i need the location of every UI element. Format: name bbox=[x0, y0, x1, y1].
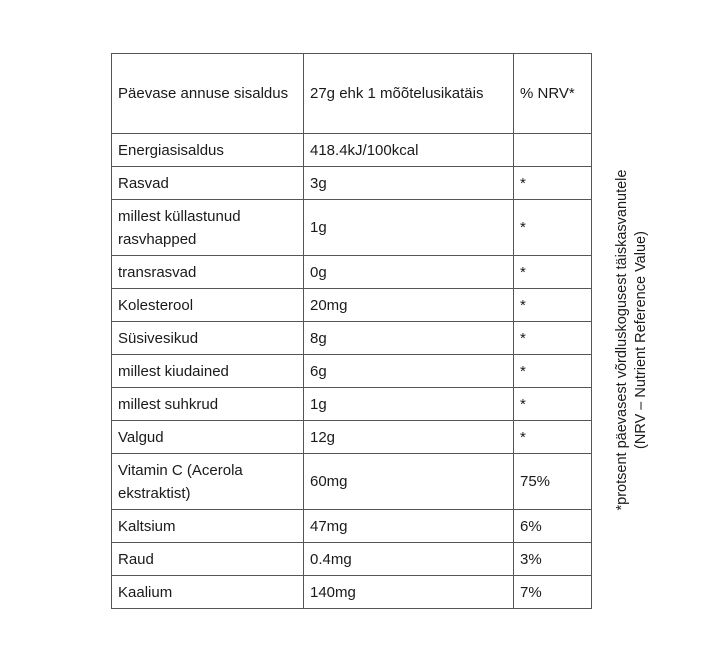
table-row bbox=[112, 576, 592, 609]
table-row bbox=[112, 421, 592, 454]
table-row bbox=[112, 256, 592, 289]
row-nrv: 75% bbox=[514, 454, 592, 510]
row-name: Kolesterool bbox=[112, 289, 304, 322]
row-amount: 0g bbox=[304, 256, 514, 289]
row-name: Kaltsium bbox=[112, 510, 304, 543]
row-nrv: * bbox=[514, 289, 592, 322]
table-row bbox=[112, 134, 592, 167]
footnote-text bbox=[613, 170, 651, 511]
header-daily-dose: Päevase annuse sisaldus bbox=[112, 54, 304, 134]
table-row bbox=[112, 200, 592, 256]
table-row bbox=[112, 510, 592, 543]
row-amount: 8g bbox=[304, 322, 514, 355]
table-row bbox=[112, 322, 592, 355]
table-row bbox=[112, 289, 592, 322]
row-amount: 1g bbox=[304, 388, 514, 421]
row-name: Süsivesikud bbox=[112, 322, 304, 355]
row-amount: 140mg bbox=[304, 576, 514, 609]
row-nrv: 6% bbox=[514, 510, 592, 543]
row-name: Valgud bbox=[112, 421, 304, 454]
row-amount: 0.4mg bbox=[304, 543, 514, 576]
table-row bbox=[112, 167, 592, 200]
row-nrv: * bbox=[514, 421, 592, 454]
row-amount: 47mg bbox=[304, 510, 514, 543]
table-row bbox=[112, 543, 592, 576]
header-nrv: % NRV* bbox=[514, 54, 592, 134]
row-nrv: * bbox=[514, 200, 592, 256]
table-row bbox=[112, 388, 592, 421]
row-name: Vitamin C (Acerola ekstraktist) bbox=[112, 454, 304, 510]
footnote-line-1: *protsent päevasest võrdluskogusest täiskasvanutele bbox=[614, 169, 630, 511]
row-name: millest küllastunud rasvhapped bbox=[112, 200, 304, 256]
row-name: Kaalium bbox=[112, 576, 304, 609]
row-amount: 3g bbox=[304, 167, 514, 200]
table-header-row bbox=[112, 54, 592, 134]
row-amount: 60mg bbox=[304, 454, 514, 510]
row-amount: 12g bbox=[304, 421, 514, 454]
row-nrv: 7% bbox=[514, 576, 592, 609]
footnote bbox=[602, 140, 662, 540]
row-amount: 6g bbox=[304, 355, 514, 388]
row-amount: 418.4kJ/100kcal bbox=[304, 134, 514, 167]
footnote-line-2: (NRV – Nutrient Reference Value) bbox=[633, 231, 649, 449]
row-amount: 20mg bbox=[304, 289, 514, 322]
row-name: transrasvad bbox=[112, 256, 304, 289]
row-amount: 1g bbox=[304, 200, 514, 256]
row-name: Rasvad bbox=[112, 167, 304, 200]
header-serving-size: 27g ehk 1 mõõtelusikatäis bbox=[304, 54, 514, 134]
row-name: millest kiudained bbox=[112, 355, 304, 388]
row-nrv: * bbox=[514, 256, 592, 289]
row-nrv bbox=[514, 134, 592, 167]
row-nrv: * bbox=[514, 355, 592, 388]
table-row bbox=[112, 454, 592, 510]
row-nrv: * bbox=[514, 388, 592, 421]
nutrition-table bbox=[111, 53, 592, 609]
row-name: Raud bbox=[112, 543, 304, 576]
row-name: millest suhkrud bbox=[112, 388, 304, 421]
row-nrv: * bbox=[514, 167, 592, 200]
row-name: Energiasisaldus bbox=[112, 134, 304, 167]
row-nrv: * bbox=[514, 322, 592, 355]
table-row bbox=[112, 355, 592, 388]
row-nrv: 3% bbox=[514, 543, 592, 576]
